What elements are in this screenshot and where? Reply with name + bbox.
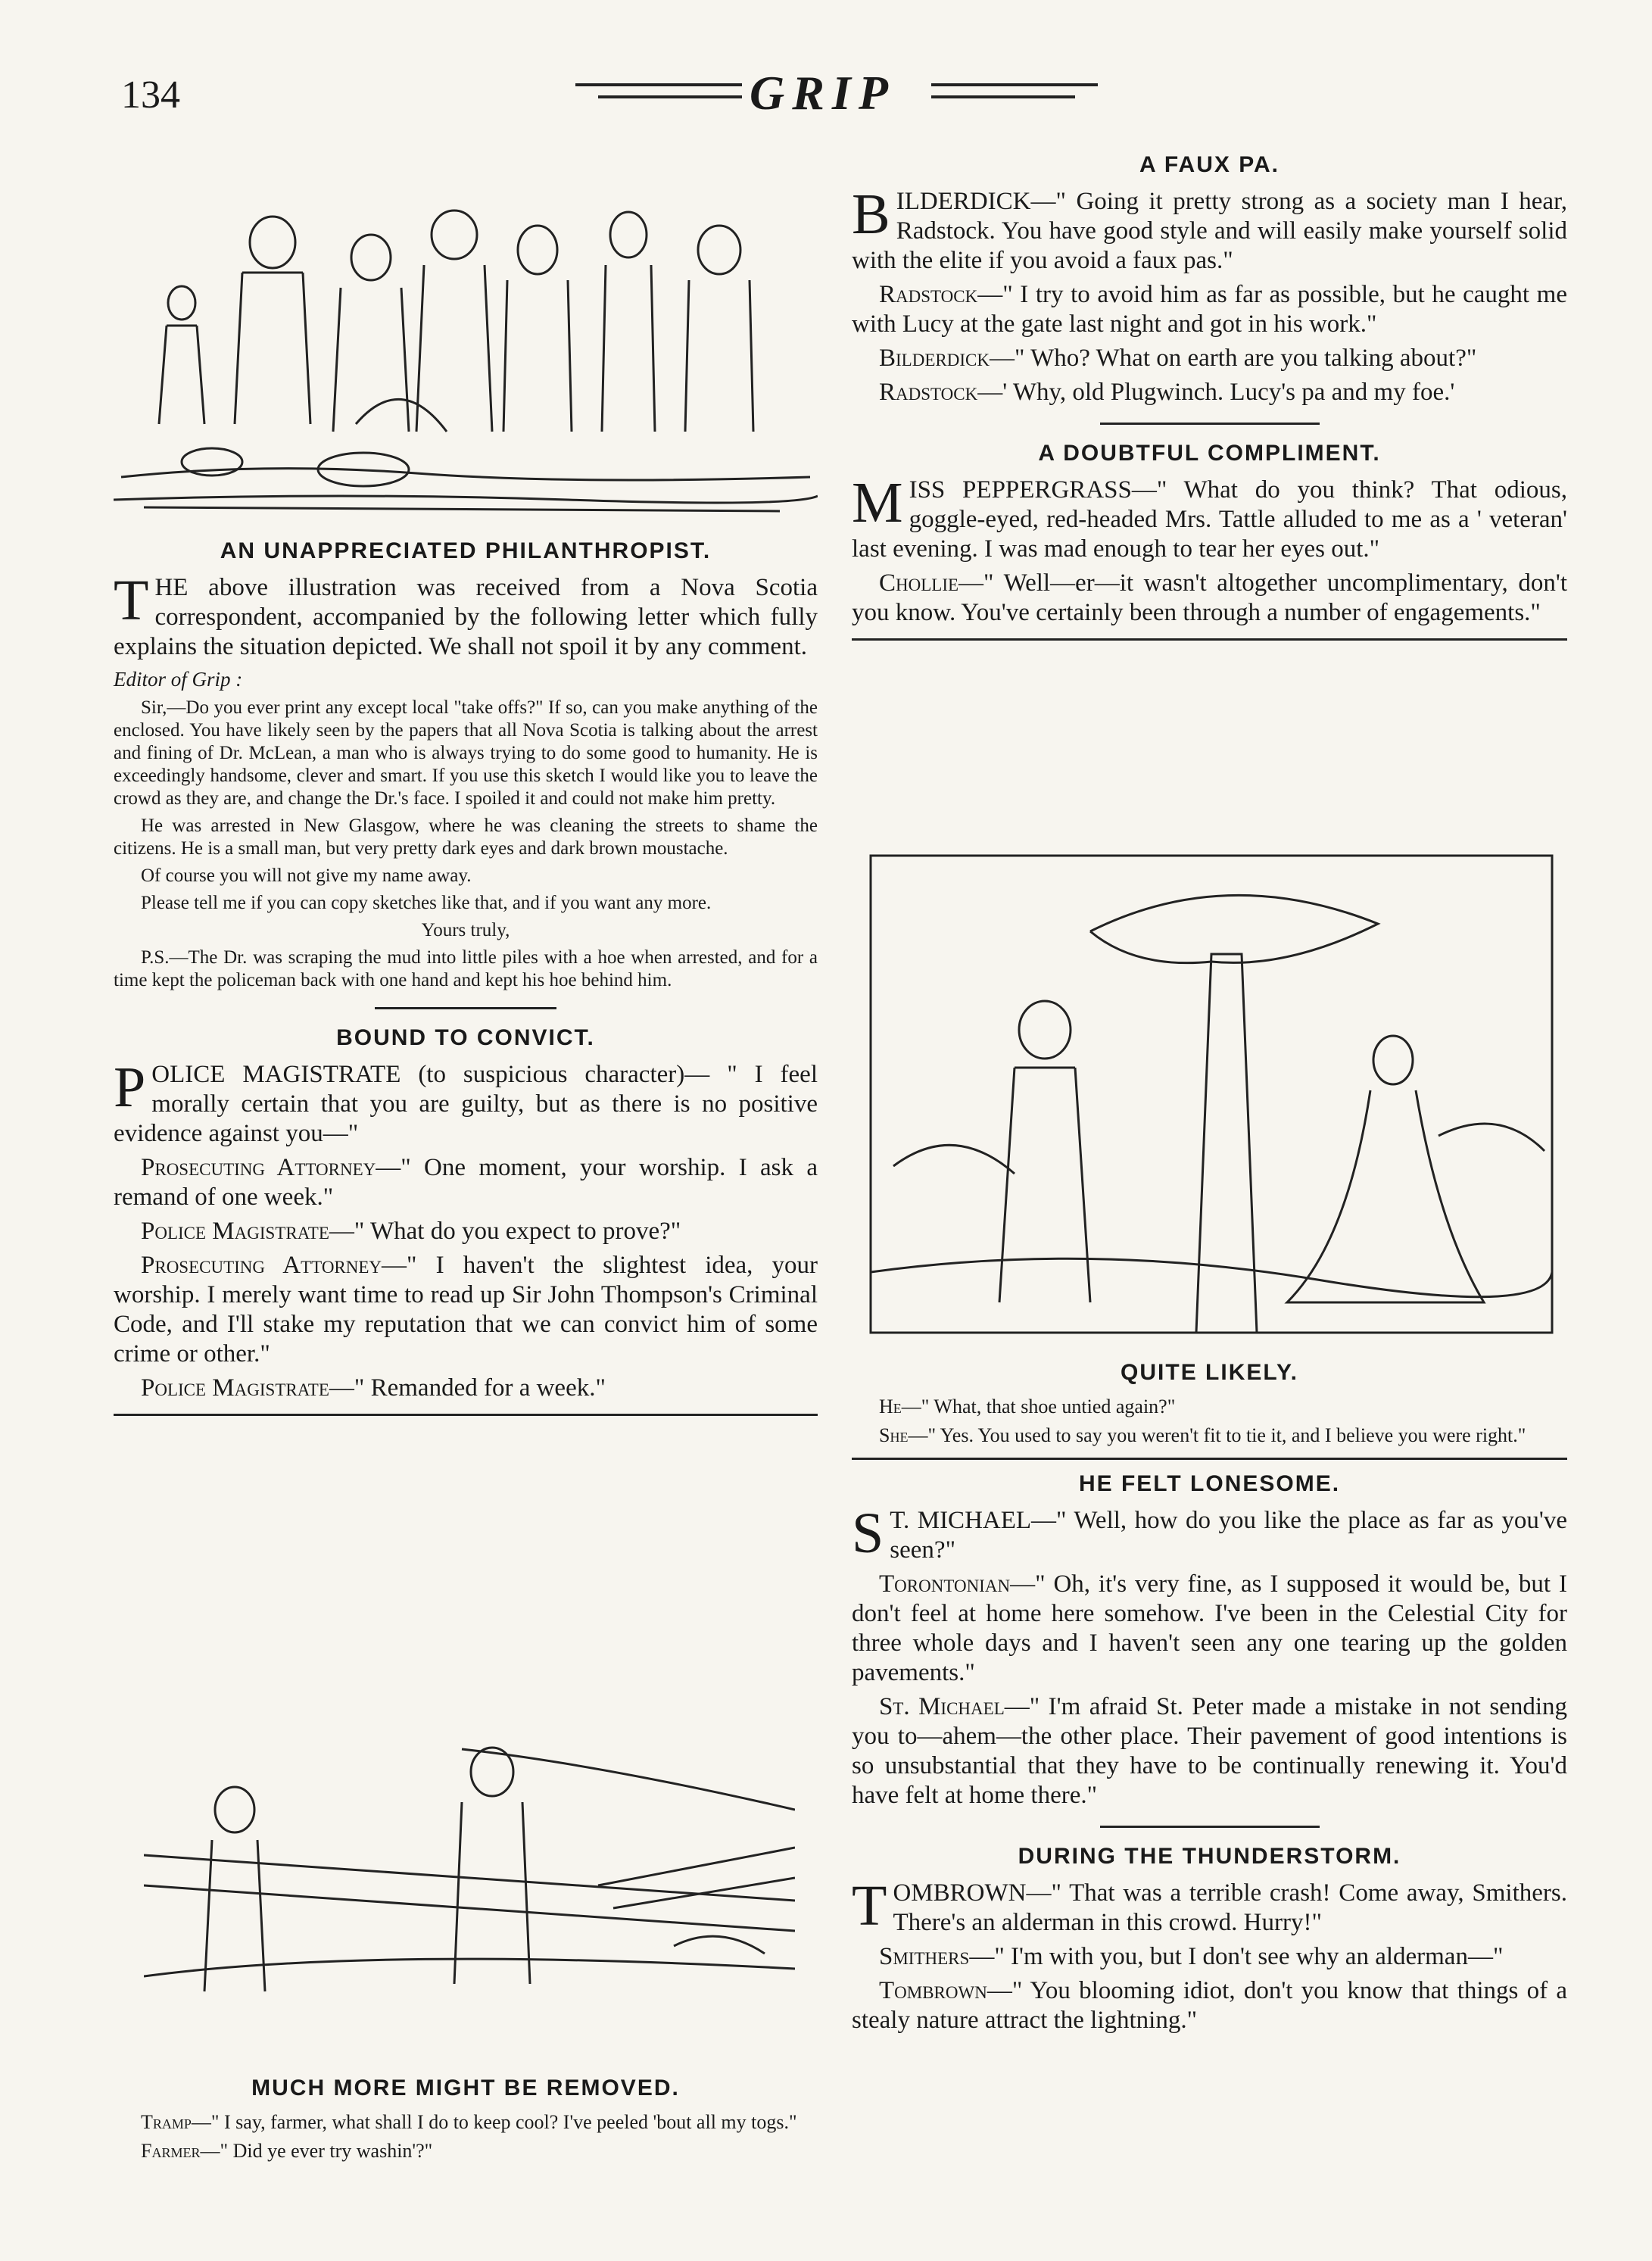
dialogue-line: —" What do you expect to prove?" — [329, 1218, 681, 1246]
speaker: Radstock — [879, 281, 978, 309]
section-likely — [852, 1359, 1567, 2040]
divider — [1100, 423, 1320, 425]
dialogue-line: T. MICHAEL—" Well, how do you like the place as far as you've seen?" — [890, 1507, 1567, 1564]
section-fauxpa — [852, 151, 1567, 651]
dialogue-line: —' Why, old Plugwinch. Lucy's pa and my foe.' — [977, 379, 1455, 407]
divider — [375, 1007, 556, 1009]
page-number: 134 — [121, 73, 180, 117]
dialogue-line: —" I'm with you, but I don't see why an alderman—" — [969, 1942, 1504, 1970]
dropcap: T — [852, 1873, 887, 1938]
speaker: Smithers — [879, 1942, 970, 1970]
speaker: Bilderdick — [879, 345, 990, 373]
speaker: Prosecuting Attorney — [141, 1252, 382, 1280]
dialogue-line: OLICE MAGISTRATE (to suspicious character)— " I feel morally certain that you are guilty, but as there is no positive evidence against you—" — [114, 1061, 818, 1148]
letter-paragraph: Please tell me if you can copy sketches like that, and if you want any more. — [141, 893, 712, 914]
heading-philanthropist: AN UNAPPRECIATED PHILANTHROPIST. — [220, 538, 712, 563]
speaker: Police Magistrate — [141, 1374, 329, 1402]
dropcap: P — [114, 1056, 146, 1120]
speaker: He — [879, 1396, 902, 1418]
dialogue-line: —" Did ye ever try washin'?" — [200, 2139, 433, 2162]
dropcap: T — [114, 569, 149, 633]
dropcap: S — [852, 1502, 884, 1566]
heading-thunder: DURING THE THUNDERSTORM. — [1018, 1843, 1401, 1869]
divider — [852, 638, 1567, 641]
speaker: Radstock — [879, 379, 978, 407]
speaker: Farmer — [141, 2139, 201, 2162]
crowd-illustration — [114, 174, 818, 522]
dialogue-line: —" I haven't the slightest idea, your worship. I merely want time to read up Sir John Thompson's Criminal Code, and I'll stake my reputation that we can convict him of some crime or other." — [114, 1252, 818, 1368]
letter-paragraph: Sir,—Do you ever print any except local "take offs?" If so, can you make anything of the enclosed. You have likely seen by the papers that all Nova Scotia is talking about the arrest and fining of Dr. McLean, a man who is always trying to do some good to humanity. He is exceedingly handsome, clever and smart. If you use this sketch I would like you to leave the crowd as they are, and change the Dr.'s face. I spoiled it and could not make him pretty. — [114, 697, 818, 809]
dialogue-line: —" Oh, it's very fine, as I supposed it would be, but I don't feel at home here somehow. I've been in the Celestial City for three whole days and I haven't seen any one tearing up the golden pavements." — [852, 1570, 1567, 1686]
speaker: Police Magistrate — [141, 1218, 329, 1246]
section-philanthropist — [114, 538, 818, 1427]
dialogue-line: OMBROWN—" That was a terrible crash! Come away, Smithers. There's an alderman in this crowd. Hurry!" — [893, 1879, 1567, 1936]
speaker: Tramp — [141, 2111, 192, 2134]
heading-fauxpa: A FAUX PA. — [1139, 152, 1280, 177]
speaker: Prosecuting Attorney — [141, 1154, 376, 1182]
intro-text: HE above illustration was received from a Nova Scotia correspondent, accompanied by the following letter which fully explains the situation depicted. We shall not spoil it by any comment. — [114, 574, 818, 661]
couple-tree-illustration — [863, 848, 1560, 1340]
signoff: Yours truly, — [421, 920, 510, 941]
speaker: She — [879, 1424, 909, 1446]
dialogue-line: —" I say, farmer, what shall I do to keep cool? I've peeled 'bout all my togs." — [191, 2111, 797, 2134]
dialogue-line: —" You blooming idiot, don't you know that things of a stealy nature attract the lightning." — [852, 1976, 1567, 2034]
salutation: Editor of Grip : — [114, 668, 243, 691]
heading-removed: MUCH MORE MIGHT BE REMOVED. — [251, 2075, 680, 2100]
masthead-title: GRIP — [750, 66, 896, 120]
speaker: Tombrown — [879, 1976, 987, 2004]
dialogue-line: —" I try to avoid him as far as possible, but he caught me with Lucy at the gate last night and got in his work." — [852, 281, 1567, 338]
dialogue-line: —" Remanded for a week." — [329, 1374, 606, 1402]
heading-lonesome: HE FELT LONESOME. — [1078, 1470, 1341, 1496]
dialogue-line: —" I'm afraid St. Peter made a mistake in not sending you to—ahem—the other place. Their pavement of good intentions is so unsubstantial that they have to be continually renewing it. You'd have felt at home there." — [852, 1692, 1567, 1809]
dialogue-line: ILDERDICK—" Going it pretty strong as a society man I hear, Radstock. You have good style and will easily make yourself solid with the elite if you avoid a faux pas." — [852, 188, 1567, 275]
letter-paragraph: He was arrested in New Glasgow, where he was cleaning the streets to shame the citizens. He is a small man, but very pretty dark eyes and dark brown moustache. — [114, 816, 818, 859]
divider — [852, 1458, 1567, 1460]
heading-compliment: A DOUBTFUL COMPLIMENT. — [1038, 440, 1381, 466]
speaker: Chollie — [879, 569, 959, 597]
dialogue-line: —" Yes. You used to say you weren't fit to tie it, and I believe you were right." — [908, 1424, 1526, 1446]
dialogue-line: ISS PEPPERGRASS—" What do you think? That odious, goggle-eyed, red-headed Mrs. Tattle alluded to me as a ' veteran' last evening. I was mad enough to tear her eyes out." — [852, 476, 1567, 563]
tramp-farmer-illustration — [144, 1658, 795, 2037]
dialogue-line: —" Who? What on earth are you talking about?" — [989, 345, 1477, 373]
masthead — [575, 66, 1105, 123]
letter-paragraph: Of course you will not give my name away. — [141, 865, 472, 887]
heading-convict: BOUND TO CONVICT. — [336, 1025, 595, 1051]
heading-likely: QUITE LIKELY. — [1121, 1360, 1298, 1385]
speaker: Torontonian — [879, 1570, 1011, 1598]
dialogue-line: —" What, that shoe untied again?" — [901, 1396, 1176, 1418]
section-removed — [114, 2075, 818, 2167]
postscript: P.S.—The Dr. was scraping the mud into little piles with a hoe when arrested, and for a time kept the policeman back with one hand and kept his hoe behind him. — [114, 947, 818, 991]
dropcap: B — [852, 182, 890, 247]
dialogue-line: —" Well—er—it wasn't altogether uncomplimentary, don't you know. You've certainly been through a number of engagements." — [852, 569, 1567, 627]
dialogue-line: —" One moment, your worship. I ask a remand of one week." — [114, 1154, 818, 1212]
speaker: St. Michael — [879, 1692, 1005, 1720]
divider — [1100, 1826, 1320, 1828]
dropcap: M — [852, 471, 903, 535]
divider — [114, 1414, 818, 1416]
